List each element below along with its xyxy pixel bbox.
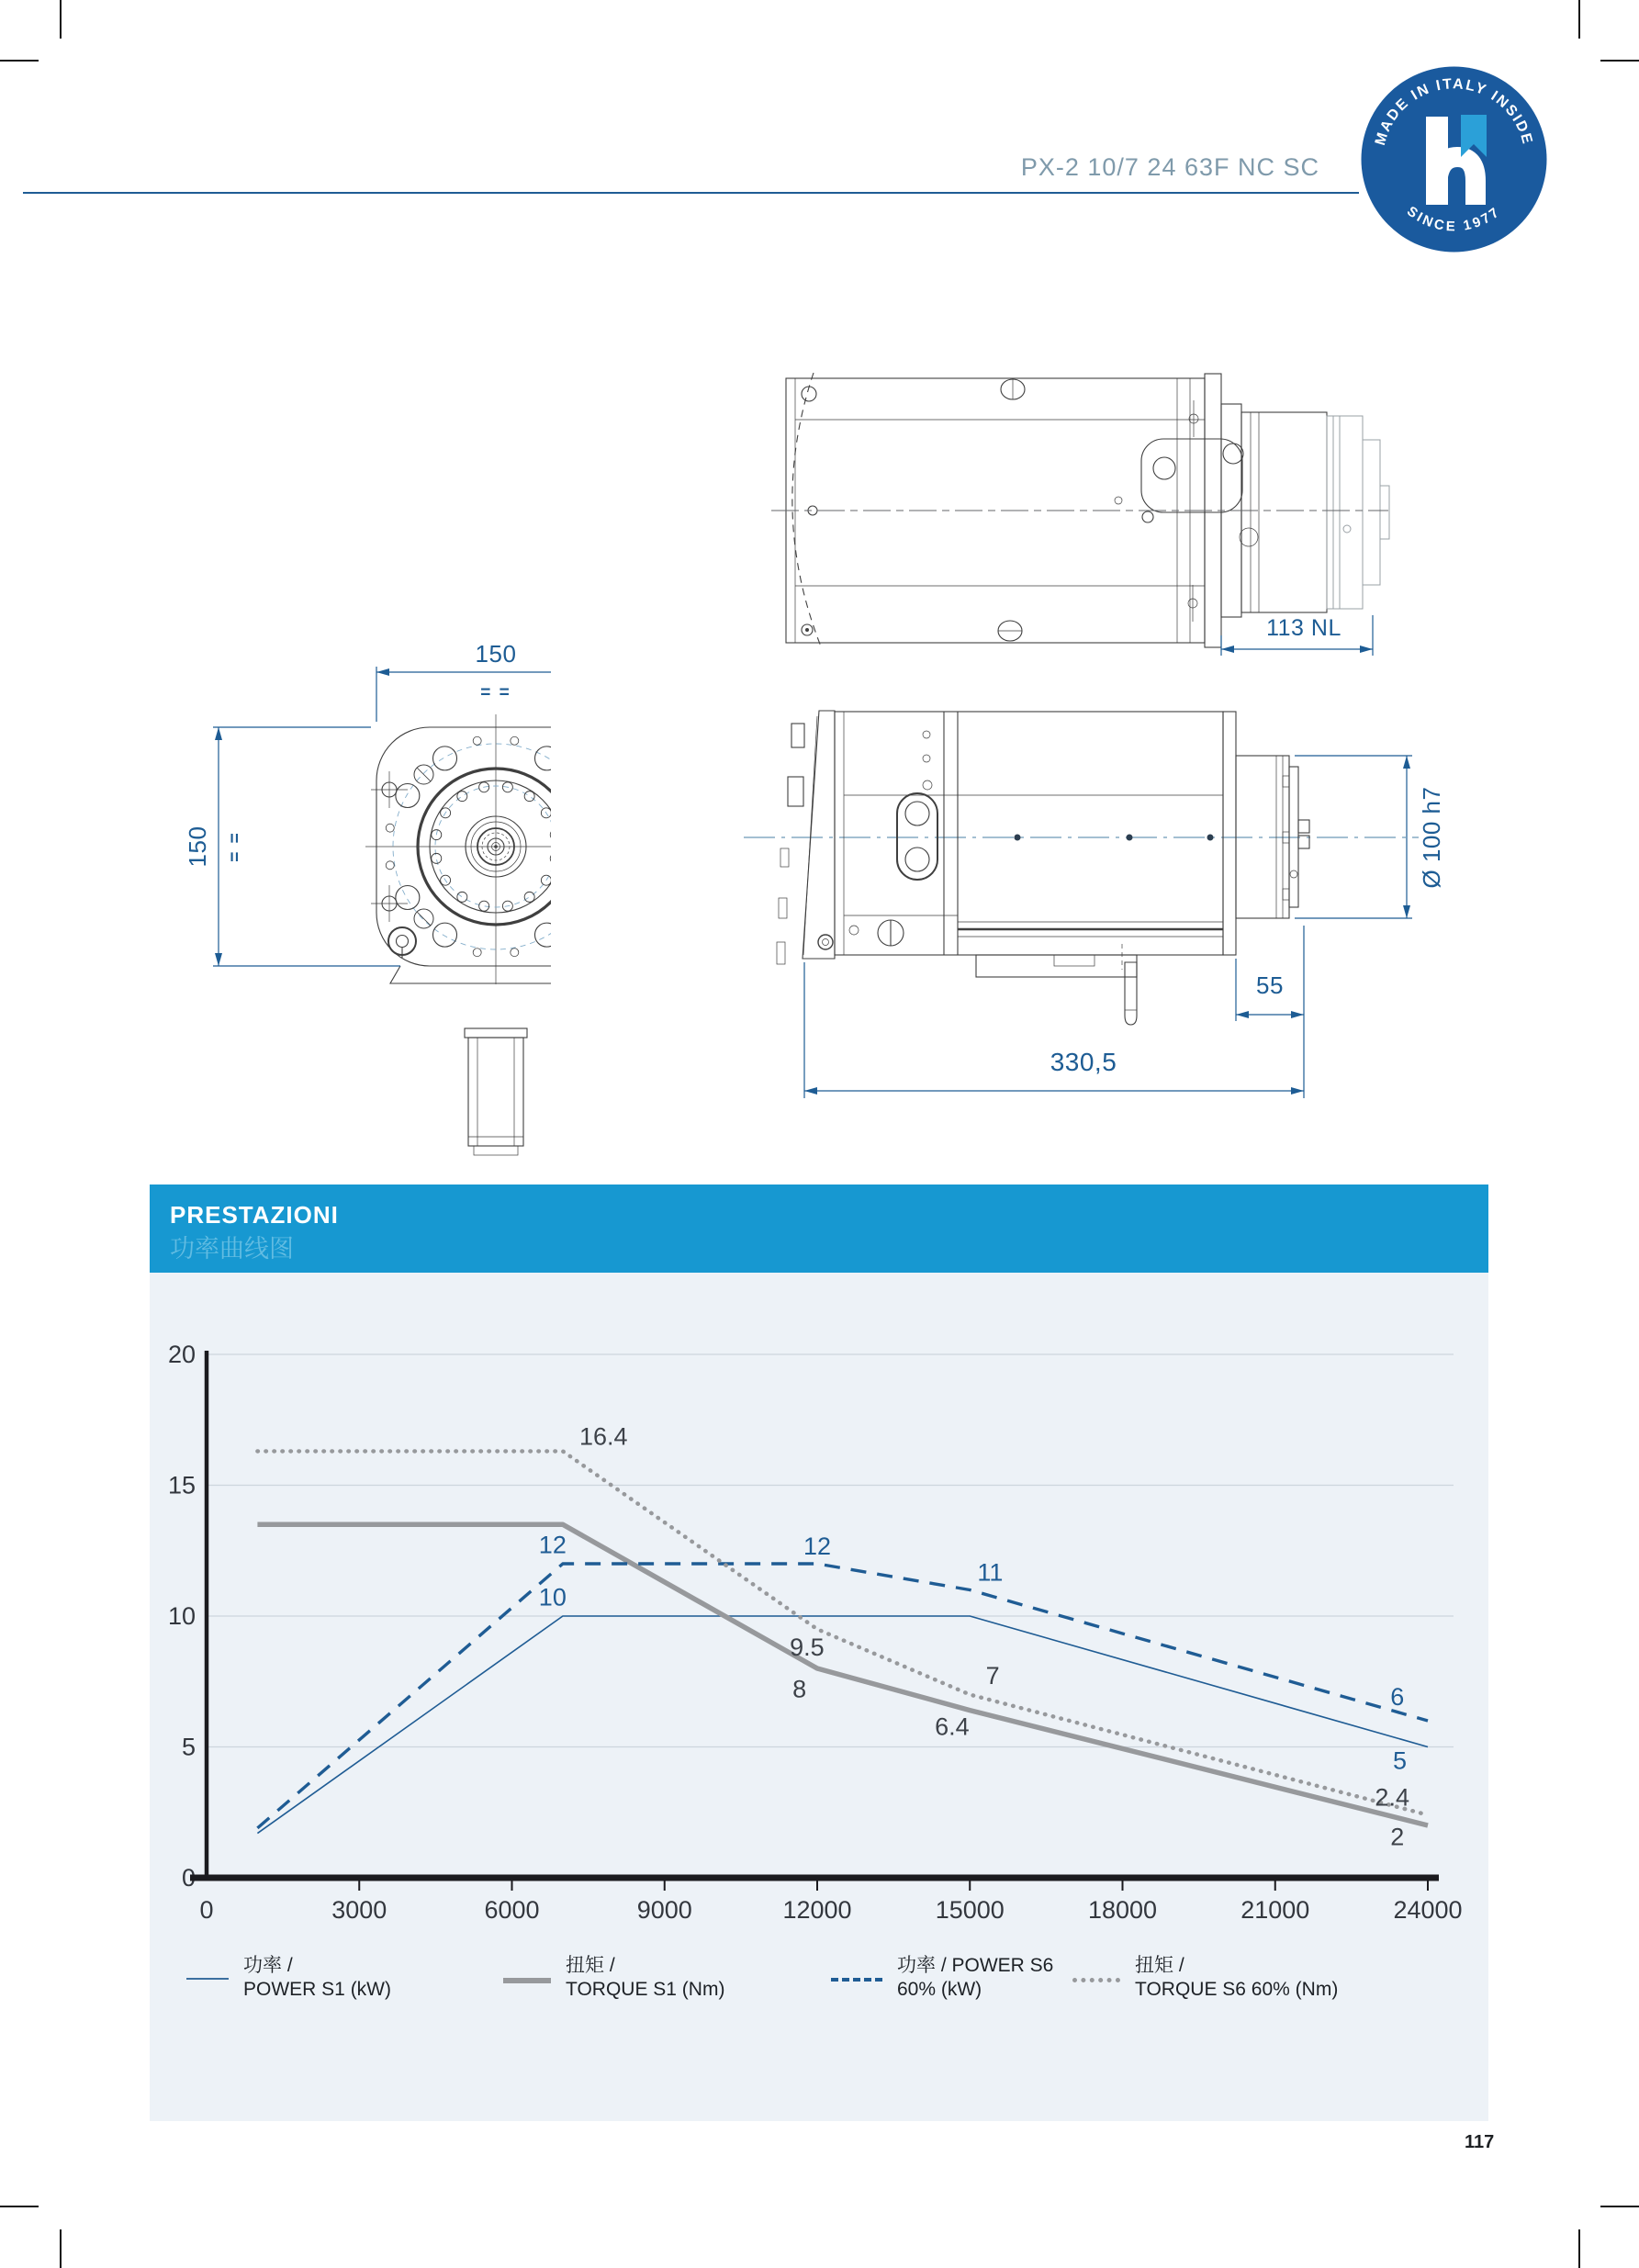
legend-item-torque-s6	[1072, 1954, 1338, 2002]
svg-text:Ø 100 h7: Ø 100 h7	[1418, 786, 1445, 889]
x-axis-tick-label: 15000	[935, 1896, 1005, 1924]
crop-mark-bottom-left-h	[0, 2206, 39, 2207]
chart-series-power-s6-60-kw-	[257, 1564, 1428, 1828]
chart-point-label: 11	[977, 1558, 1004, 1587]
y-axis-tick-label: 15	[167, 1471, 196, 1499]
top-view-arc	[792, 373, 821, 646]
crop-mark-bottom-right-h	[1600, 2206, 1639, 2207]
legend-label-en: TORQUE S1 (Nm)	[566, 1979, 725, 2000]
legend-item-torque-s1	[503, 1954, 724, 2002]
crop-mark-top-left-v	[60, 0, 62, 39]
performance-title: PRESTAZIONI	[170, 1201, 339, 1229]
side-view-base-and-drain	[976, 944, 1137, 1025]
dimension-55	[1236, 926, 1304, 1098]
front-view-side-holes	[371, 771, 551, 958]
svg-text:330,5: 330,5	[1050, 1048, 1117, 1076]
y-axis-tick-label: 10	[167, 1602, 196, 1630]
front-view-centerlines	[365, 714, 551, 984]
page-title-model-code: PX-2 10/7 24 63F NC SC	[1020, 153, 1319, 181]
svg-text:= =: = =	[480, 683, 511, 702]
legend-label	[243, 1954, 391, 2002]
legend-swatch-dashed-blue-line	[831, 1978, 882, 1982]
legend-label	[1135, 1954, 1338, 2002]
y-axis-tick-label: 0	[181, 1864, 196, 1892]
legend-swatch-dotted-gray-line	[1072, 1978, 1120, 1982]
x-axis-tick-label: 24000	[1393, 1896, 1463, 1924]
chart-point-label: 10	[538, 1583, 567, 1611]
dimension-shaft-diameter	[1295, 756, 1445, 918]
legend-label	[897, 1954, 1053, 2002]
crop-mark-top-right-h	[1600, 60, 1639, 62]
made-in-italy-badge	[1360, 65, 1548, 253]
chart-point-label: 6.4	[935, 1712, 970, 1741]
performance-panel	[150, 1273, 1488, 2121]
legend-item-power-s6	[831, 1954, 1053, 2002]
x-axis-tick-label: 9000	[636, 1896, 692, 1924]
dimension-width-150	[376, 640, 551, 722]
badge-arc-bottom-text: SINCE 1977	[1404, 203, 1504, 235]
legend-label-zh: 功率 /	[243, 1955, 293, 1976]
x-axis-tick-label: 21000	[1240, 1896, 1310, 1924]
chart-point-label: 5	[1393, 1746, 1408, 1775]
x-axis-tick-label: 6000	[484, 1896, 540, 1924]
chart-series-torque-s1-nm-	[257, 1524, 1428, 1825]
page-number: 117	[1465, 2132, 1495, 2152]
legend-label-en: TORQUE S6 60% (Nm)	[1135, 1979, 1339, 2000]
chart-point-label: 12	[803, 1533, 832, 1561]
performance-subtitle: 功率曲线图	[170, 1235, 294, 1263]
crop-mark-top-left-h	[0, 60, 39, 62]
legend-item-power-s1	[186, 1954, 391, 2002]
svg-text:= =: = =	[226, 831, 245, 862]
chart-point-label: 16.4	[578, 1422, 628, 1451]
spindle-side-view-drawing	[725, 679, 1460, 1111]
chart-point-label: 8	[792, 1675, 807, 1703]
x-axis-tick-label: 12000	[782, 1896, 852, 1924]
performance-section-header	[150, 1185, 1488, 1273]
side-view-body	[835, 712, 1223, 955]
legend-swatch-solid-gray-line	[503, 1978, 551, 1983]
header-divider	[23, 192, 1359, 194]
legend-label-zh: 扭矩 /	[1135, 1955, 1184, 1976]
y-axis-tick-label: 20	[167, 1341, 196, 1368]
legend-label-zh: 扭矩 /	[566, 1955, 615, 1976]
badge-arc-top-text: MADE IN ITALY INSIDE	[1372, 76, 1535, 148]
legend-swatch-solid-blue-line	[186, 1978, 229, 1980]
front-view-connector	[465, 1028, 527, 1155]
crop-mark-top-right-v	[1578, 0, 1580, 39]
legend-label-en: POWER S1 (kW)	[243, 1979, 391, 2000]
chart-point-label: 2	[1390, 1823, 1405, 1851]
spindle-top-view-drawing	[496, 363, 1396, 666]
chart-point-label: 12	[538, 1531, 567, 1559]
chart-point-label: 6	[1390, 1682, 1405, 1711]
y-axis-tick-label: 5	[181, 1733, 196, 1761]
x-axis-tick-label: 3000	[331, 1896, 387, 1924]
crop-mark-bottom-left-v	[60, 2229, 62, 2268]
svg-text:113 NL: 113 NL	[1266, 615, 1342, 641]
dimension-overall-length	[804, 962, 1304, 1098]
chart-series-power-s1-kw-	[257, 1616, 1428, 1834]
legend-label	[566, 1954, 724, 2002]
spindle-front-view-drawing	[73, 632, 551, 1164]
x-axis-tick-label: 18000	[1087, 1896, 1158, 1924]
crop-mark-bottom-right-v	[1578, 2229, 1580, 2268]
x-axis-tick-label: 0	[199, 1896, 214, 1924]
legend-label-en: 60% (kW)	[897, 1979, 982, 2000]
chart-point-label: 9.5	[790, 1633, 825, 1661]
legend-label-zh: 功率 / POWER S6	[897, 1955, 1054, 1976]
svg-text:55: 55	[1256, 971, 1284, 999]
svg-text:150: 150	[475, 640, 517, 668]
chart-point-label: 2.4	[1375, 1783, 1409, 1812]
chart-series-torque-s6-60-nm-	[257, 1451, 1428, 1814]
chart-point-label: 7	[985, 1662, 1000, 1690]
svg-text:150: 150	[184, 825, 211, 868]
dimension-113-nl	[1221, 615, 1373, 656]
